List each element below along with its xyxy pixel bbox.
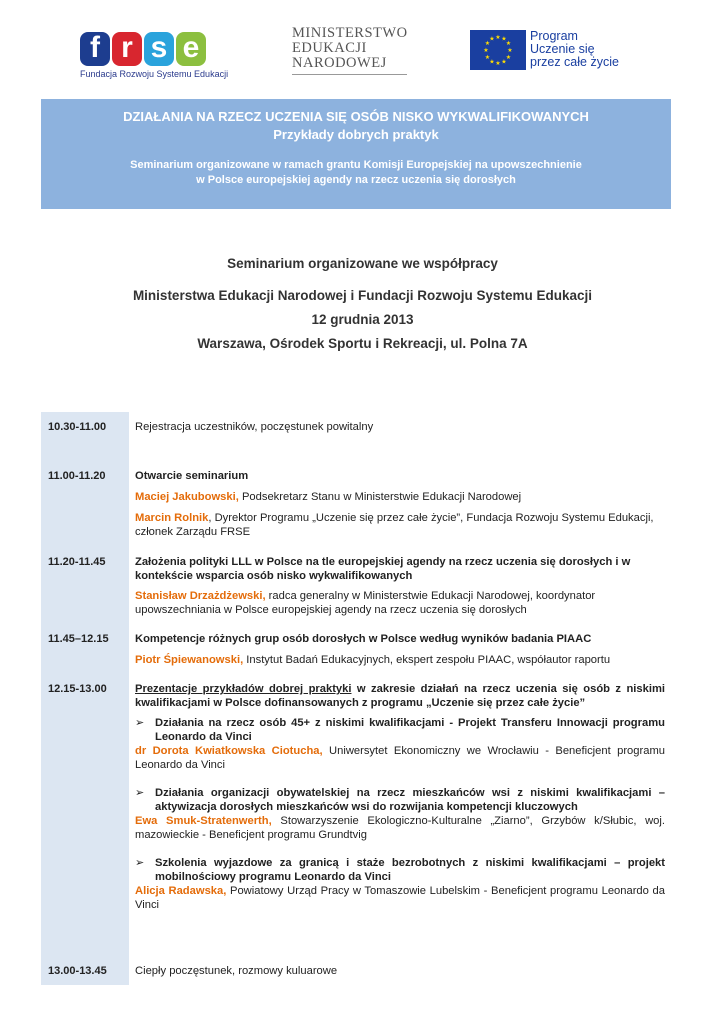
speaker-desc: Powiatowy Urząd Pracy w Tomaszowie Lubelskim - Beneficjent programu Leonardo da Vinci	[135, 885, 665, 911]
row-time: 10.30-11.00	[48, 421, 107, 433]
banner-subtitle: Przykłady dobrych praktyk	[273, 127, 439, 142]
ministry-line-2: EDUKACJI	[292, 40, 367, 56]
speaker	[135, 490, 665, 504]
banner-desc-line-1: Seminarium organizowane w ramach grantu Komisji Europejskiej na upowszechnienie	[130, 159, 582, 171]
row-content: Ciepły poczęstunek, rozmowy kuluarowe	[135, 965, 338, 977]
speaker-name: Ewa Smuk-Stratenwerth,	[135, 815, 272, 827]
arrow-bullet-icon: ➢	[135, 787, 145, 799]
eu-text-line-3: przez całe życie	[530, 55, 619, 69]
ministry-pen-line	[292, 74, 407, 75]
eu-text-line-1: Program	[530, 29, 578, 43]
svg-text:★: ★	[489, 58, 495, 66]
header-logos	[0, 0, 725, 95]
frse-letter-e: e	[176, 32, 206, 66]
session-title: Otwarcie seminarium	[135, 470, 249, 482]
ministry-line-3: NARODOWEJ	[292, 55, 387, 71]
speaker-name: Alicja Radawska,	[135, 885, 227, 897]
frse-subtitle: Fundacja Rozwoju Systemu Edukacji	[80, 69, 229, 79]
presentation-speaker	[135, 744, 665, 772]
row-time: 11.00-11.20	[48, 470, 106, 482]
frse-logo	[80, 31, 229, 82]
speaker-desc: Instytut Badań Edukacyjnych, ekspert zespołu PIAAC, współautor raportu	[243, 654, 611, 666]
presentation-item	[135, 856, 665, 912]
speaker	[135, 653, 665, 667]
presentations-title	[135, 682, 665, 710]
arrow-bullet-icon: ➢	[135, 717, 145, 729]
row-time: 11.45–12.15	[48, 633, 109, 645]
svg-text:★: ★	[507, 47, 513, 54]
speaker-desc: Uniwersytet Ekonomiczny we Wrocławiu - Beneficjent programu Leonardo da Vinci	[135, 745, 665, 771]
svg-text:★: ★	[483, 47, 489, 54]
presentation-speaker	[135, 884, 665, 912]
row-time: 11.20-11.45	[48, 556, 106, 568]
session-title: Założenia polityki LLL w Polsce na tle europejskiej agendy na rzecz uczenia się dorosłych i w kontekście wsparcia osób nisko wykwalifikowanych	[135, 556, 631, 582]
intro-place: Warszawa, Ośrodek Sportu i Rekreacji, ul. Polna 7A	[197, 336, 528, 351]
speaker-desc: , Dyrektor Programu „Uczenie się przez całe życie”, Fundacja Rozwoju Systemu Edukacji, członek Zarządu FRSE	[135, 512, 654, 538]
frse-letter-f: f	[80, 32, 110, 66]
intro-line-2: Ministerstwa Edukacji Narodowej i Fundacji Rozwoju Systemu Edukacji	[132, 288, 593, 303]
arrow-bullet-icon: ➢	[135, 857, 145, 869]
eu-text-line-2: Uczenie się	[530, 42, 595, 56]
eu-program-logo	[470, 30, 640, 72]
ministry-logo	[292, 26, 432, 75]
svg-text:★: ★	[505, 54, 512, 61]
title-banner	[41, 99, 671, 209]
row-content	[135, 682, 665, 912]
banner-description	[41, 158, 671, 188]
speaker	[135, 511, 665, 539]
svg-text:★: ★	[495, 34, 501, 41]
row-time: 12.15-13.00	[48, 683, 107, 695]
svg-text:★: ★	[505, 40, 512, 47]
presentation-title: Działania na rzecz osób 45+ z niskimi kwalifikacjami - Projekt Transferu Innowacji programu Leonardo da Vinci	[155, 717, 665, 743]
speaker-name: dr Dorota Kwiatkowska Ciotucha,	[135, 745, 323, 757]
presentations-title-rest: w zakresie działań na rzecz uczenia się osób z niskimi kwalifikacjami w Polsce dofinansowanych z programu „Uczenie się przez całe życie”	[135, 683, 666, 709]
presentation-speaker	[135, 814, 665, 842]
frse-letter-s: s	[144, 32, 174, 66]
frse-letters	[80, 32, 220, 66]
svg-text:★: ★	[489, 35, 495, 43]
time-column-background	[41, 412, 129, 985]
svg-text:★: ★	[501, 58, 507, 66]
row-content	[135, 469, 665, 539]
row-content: Rejestracja uczestników, poczęstunek powitalny	[135, 421, 374, 433]
presentations-title-underlined: Prezentacje przykładów dobrej praktyki	[135, 683, 352, 695]
presentation-item	[135, 716, 665, 772]
svg-text:★: ★	[484, 40, 491, 47]
eu-program-text	[530, 30, 619, 69]
banner-title: DZIAŁANIA NA RZECZ UCZENIA SIĘ OSÓB NISKO WYKWALIFIKOWANYCH	[123, 109, 589, 124]
frse-letter-r: r	[112, 32, 142, 66]
svg-text:★: ★	[495, 60, 501, 67]
speaker-name: Marcin Rolnik	[135, 512, 209, 524]
eu-flag-icon	[470, 30, 526, 70]
svg-text:★: ★	[484, 54, 491, 61]
speaker-name: Piotr Śpiewanowski,	[135, 654, 244, 666]
session-title: Kompetencje różnych grup osób dorosłych w Polsce według wyników badania PIAAC	[135, 633, 592, 645]
speaker-name: Maciej Jakubowski,	[135, 491, 239, 503]
row-content	[135, 555, 665, 617]
speaker-name: Stanisław Drzażdżewski,	[135, 590, 266, 602]
presentation-title: Działania organizacji obywatelskiej na rzecz mieszkańców wsi z niskimi kwalifikacjami – aktywizacja dorosłych mieszkańców wsi do rozwijania kompetencji kluczowych	[155, 787, 665, 813]
intro-date: 12 grudnia 2013	[311, 312, 414, 327]
speaker-desc: Stowarzyszenie Ekologiczno-Kulturalne „Ziarno”, Grzybów k/Słubic, woj. mazowieckie - Beneficjent programu Grundtvig	[135, 815, 665, 841]
speaker	[135, 589, 665, 617]
presentation-item	[135, 786, 665, 842]
row-content	[135, 632, 665, 667]
intro-line-1: Seminarium organizowane we współpracy	[227, 256, 498, 271]
presentation-title: Szkolenia wyjazdowe za granicą i staże bezrobotnych z niskimi kwalifikacjami – projekt mobilnościowy programu Leonardo da Vinci	[155, 857, 665, 883]
ministry-line-1: MINISTERSTWO	[292, 25, 408, 41]
banner-desc-line-2: w Polsce europejskiej agendy na rzecz uczenia się dorosłych	[196, 174, 516, 186]
svg-text:★: ★	[501, 35, 507, 43]
speaker-desc: Podsekretarz Stanu w Ministerstwie Edukacji Narodowej	[238, 491, 522, 503]
speaker-desc: radca generalny w Ministerstwie Edukacji Narodowej, koordynator upowszechniania w Polsce europejskiej agendy na rzecz uczenia się dorosłych	[135, 590, 596, 616]
row-time: 13.00-13.45	[48, 965, 107, 977]
schedule-table	[41, 412, 671, 992]
